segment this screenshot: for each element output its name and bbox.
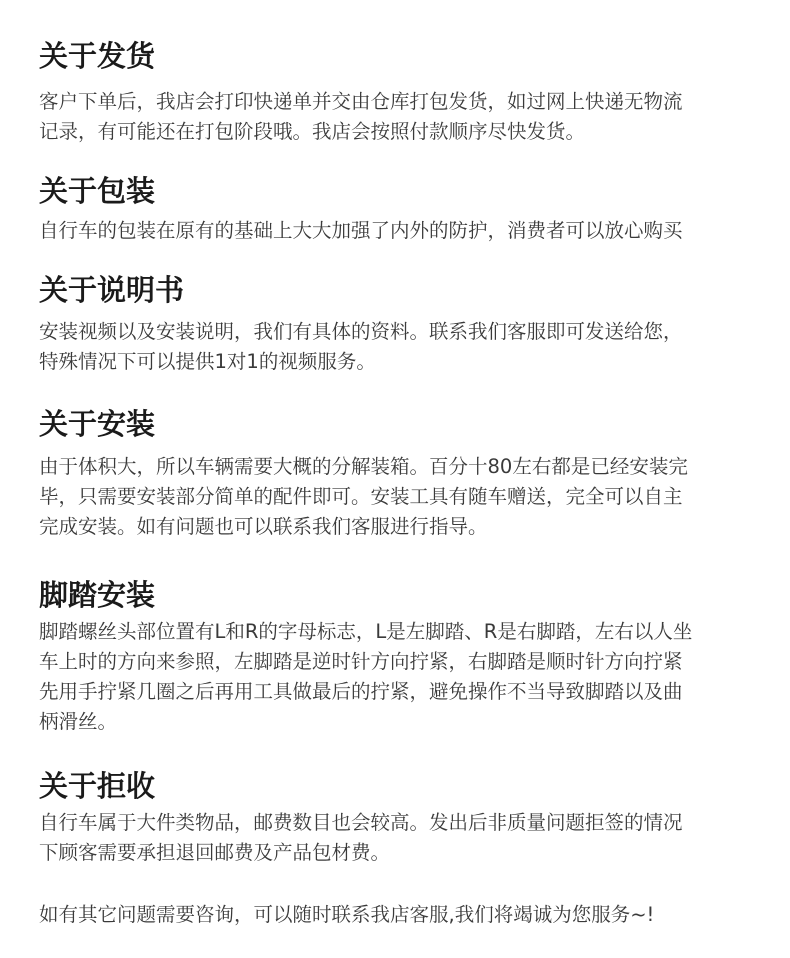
section-heading-installation: 关于安装	[39, 407, 156, 441]
section-heading-packaging: 关于包装	[39, 174, 156, 208]
section-heading-refusal: 关于拒收	[39, 769, 156, 803]
text-line: 车上时的方向来参照，左脚踏是逆时针方向拧紧，右脚踏是顺时针方向拧紧	[39, 650, 683, 673]
section-body-pedal-installation	[39, 617, 692, 737]
text-line: 特殊情况下可以提供1对1的视频服务。	[39, 350, 376, 373]
text-line: 下顾客需要承担退回邮费及产品包材费。	[39, 841, 391, 864]
closing-note	[39, 900, 654, 930]
text-line: 安装视频以及安装说明，我们有具体的资料。联系我们客服即可发送给您，	[39, 320, 683, 343]
text-line: 自行车的包装在原有的基础上大大加强了内外的防护，消费者可以放心购买	[39, 219, 683, 242]
text-line: 如有其它问题需要咨询，可以随时联系我店客服,我们将竭诚为您服务~!	[39, 903, 655, 926]
section-heading-pedal-installation: 脚踏安装	[39, 578, 156, 612]
text-line: 先用手拧紧几圈之后再用工具做最后的拧紧，避免操作不当导致脚踏以及曲	[39, 680, 683, 703]
text-line: 客户下单后，我店会打印快递单并交由仓库打包发货，如过网上快递无物流	[39, 90, 683, 113]
text-line: 毕，只需要安装部分简单的配件即可。安装工具有随车赠送，完全可以自主	[39, 485, 683, 508]
section-body-installation	[39, 452, 688, 542]
text-line: 由于体积大，所以车辆需要大概的分解装箱。百分十80左右都是已经安装完	[39, 455, 688, 478]
section-body-shipping	[39, 87, 683, 147]
section-body-refusal	[39, 808, 683, 868]
section-heading-shipping: 关于发货	[39, 39, 156, 73]
text-line: 记录，有可能还在打包阶段哦。我店会按照付款顺序尽快发货。	[39, 120, 586, 143]
text-line: 完成安装。如有问题也可以联系我们客服进行指导。	[39, 515, 488, 538]
section-body-packaging	[39, 216, 683, 246]
section-heading-manual: 关于说明书	[39, 273, 185, 307]
text-line: 柄滑丝。	[39, 710, 118, 733]
text-line: 自行车属于大件类物品，邮费数目也会较高。发出后非质量问题拒签的情况	[39, 811, 683, 834]
section-body-manual	[39, 317, 683, 377]
text-line: 脚踏螺丝头部位置有L和R的字母标志，L是左脚踏、R是右脚踏，左右以人坐	[39, 620, 693, 643]
